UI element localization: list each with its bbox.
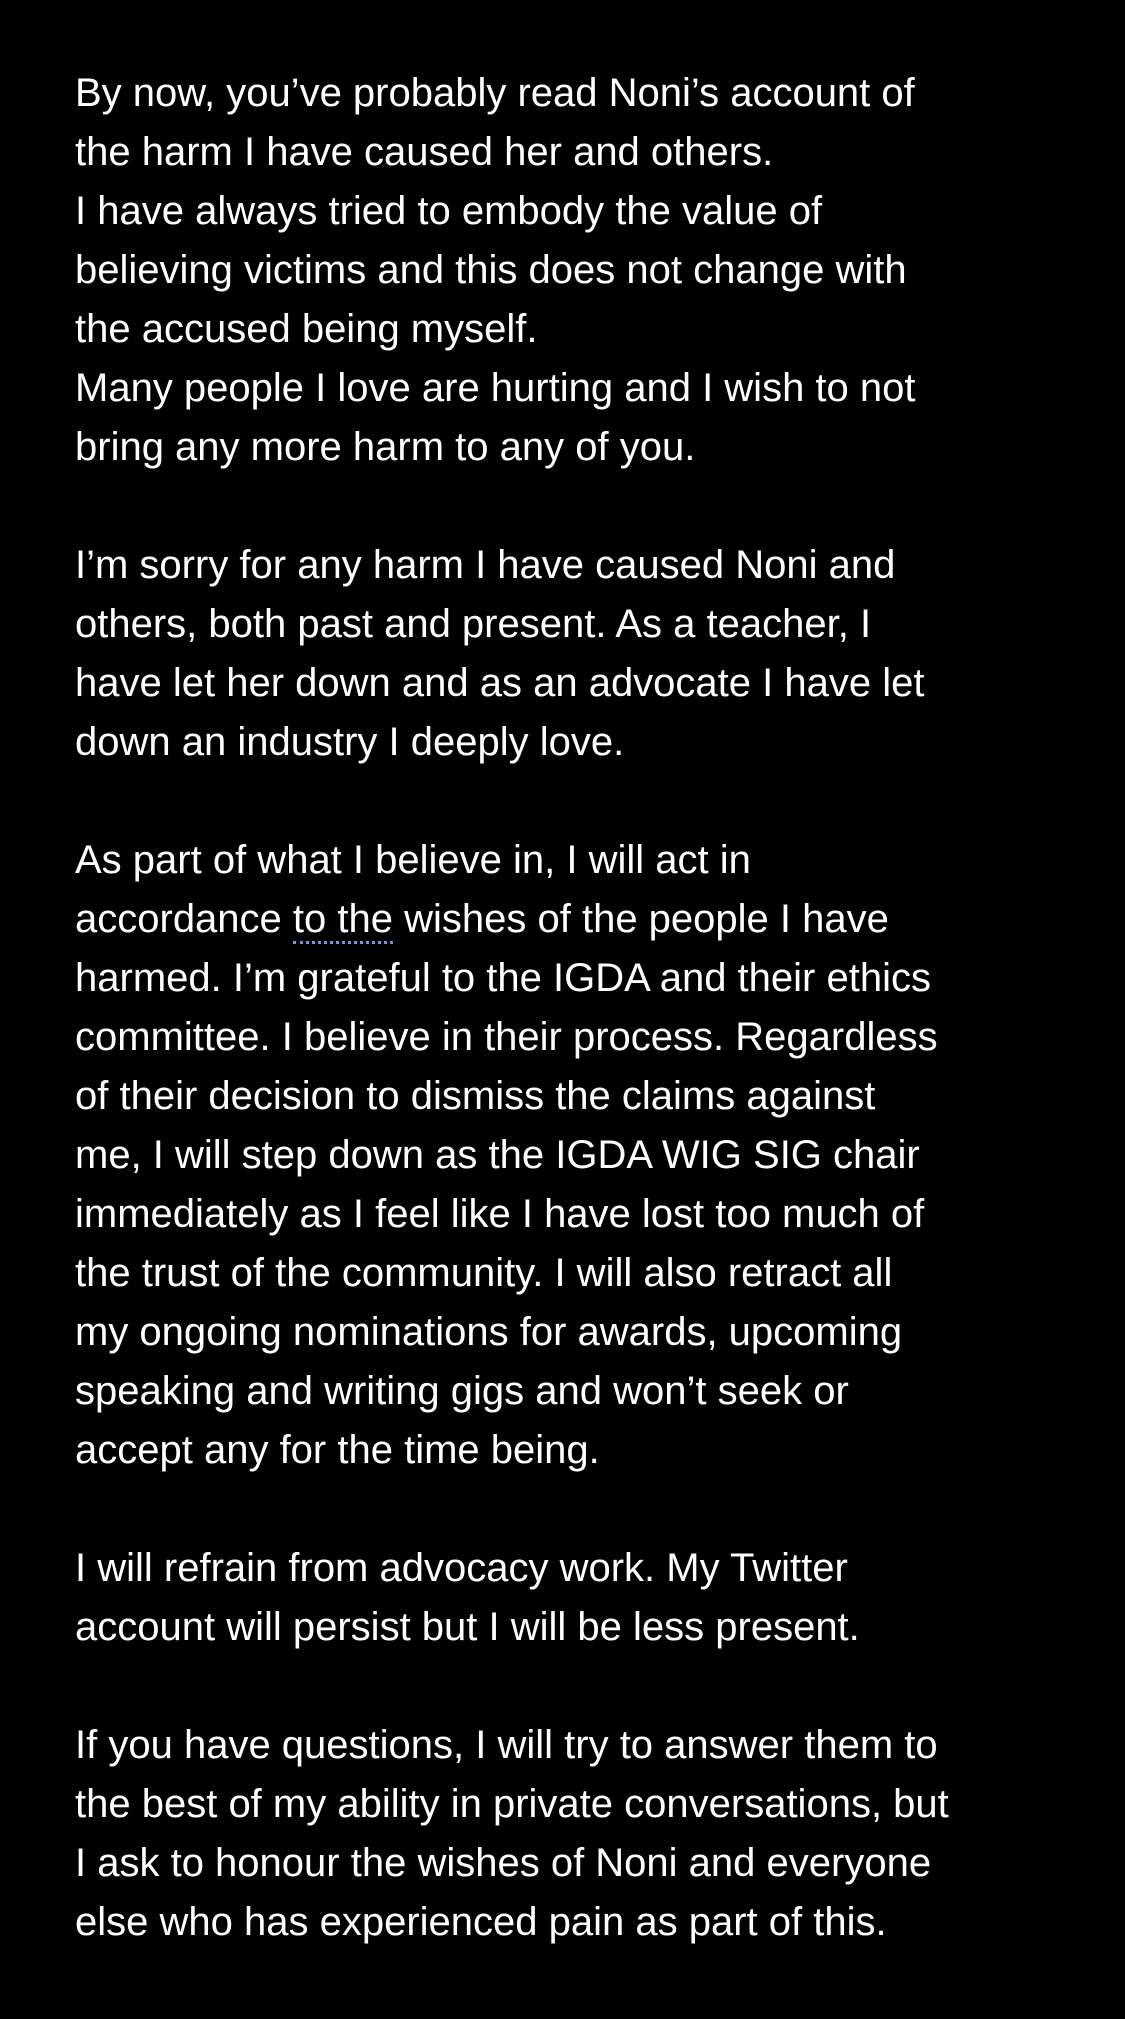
text-line: the accused being myself. [75,307,538,351]
text-line: accept any for the time being. [75,1428,600,1472]
spellcheck-marked-text[interactable]: to the [293,897,393,944]
text-line: immediately as I feel like I have lost too much of [75,1192,925,1236]
text-line: of their decision to dismiss the claims against [75,1074,876,1118]
text-line: others, both past and present. As a teacher, I [75,602,872,646]
text-line: As part of what I believe in, I will act in [75,838,751,882]
text-line: account will persist but I will be less present. [75,1605,860,1649]
text-line: Many people I love are hurting and I wish to not [75,366,916,410]
text-line: By now, you’ve probably read Noni’s account of [75,71,915,115]
text-line: I’m sorry for any harm I have caused Noni and [75,543,896,587]
paragraph-3 [75,831,1075,1480]
text-line: down an industry I deeply love. [75,720,625,764]
text-line: have let her down and as an advocate I have let [75,661,925,705]
text-line: I will refrain from advocacy work. My Twitter [75,1546,848,1590]
paragraph-5 [75,1716,1075,1952]
text-line: I have always tried to embody the value of [75,189,823,233]
text-line: else who has experienced pain as part of this. [75,1900,887,1944]
paragraph-1 [75,64,1075,477]
text-line: speaking and writing gigs and won’t seek or [75,1369,849,1413]
paragraph-4 [75,1539,1075,1657]
text-line: me, I will step down as the IGDA WIG SIG chair [75,1133,920,1177]
text-line [75,890,1075,949]
text-line: If you have questions, I will try to answer them to [75,1723,938,1767]
text-segment: wishes of the people I have [393,897,889,941]
statement-text [75,64,1075,1952]
text-line: believing victims and this does not change with [75,248,907,292]
text-line: I ask to honour the wishes of Noni and everyone [75,1841,932,1885]
text-line: bring any more harm to any of you. [75,425,696,469]
text-line: harmed. I’m grateful to the IGDA and their ethics [75,956,931,1000]
text-line: the harm I have caused her and others. [75,130,774,174]
text-line: the best of my ability in private conversations, but [75,1782,949,1826]
text-segment: accordance [75,897,293,941]
text-line: my ongoing nominations for awards, upcoming [75,1310,903,1354]
text-line: committee. I believe in their process. Regardless [75,1015,938,1059]
text-line: the trust of the community. I will also retract all [75,1251,893,1295]
paragraph-2 [75,536,1075,772]
